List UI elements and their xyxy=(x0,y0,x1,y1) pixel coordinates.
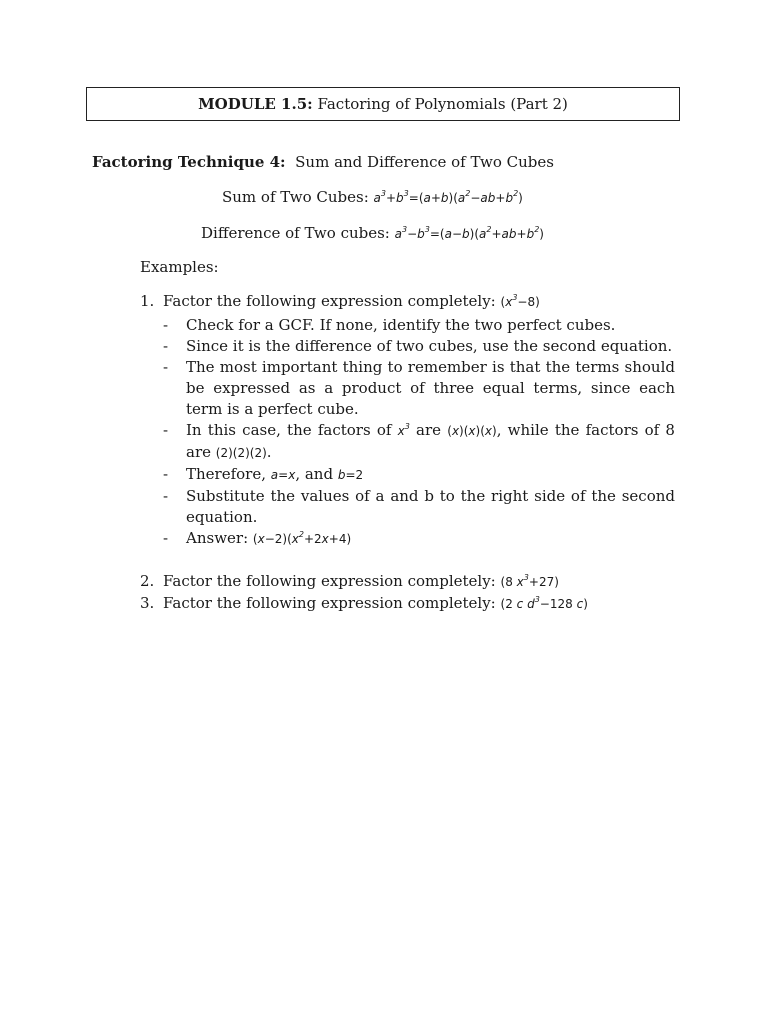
example-text: Factor the following expression completely: xyxy=(163,572,496,590)
sum-formula xyxy=(222,188,523,206)
example-2-expression: (8 $x^3+27$) xyxy=(500,573,559,589)
example-item-2 xyxy=(140,572,559,590)
step-item: - Since it is the difference of two cubes, use the second equation. xyxy=(163,337,673,355)
step-item: - Answer: $(x-2)(x^2+2x+4)$ xyxy=(163,529,352,547)
example-text: Factor the following expression completely: xyxy=(163,594,496,612)
module-title-box xyxy=(86,87,680,121)
example-item-1 xyxy=(140,292,540,310)
example-text: Factor the following expression completely: xyxy=(163,292,496,310)
example-number: 2. xyxy=(140,572,155,590)
technique-label: Factoring Technique 4: xyxy=(92,153,286,171)
example-number: 3. xyxy=(140,594,155,612)
section-heading xyxy=(92,153,554,171)
step-item: - Therefore, a=x, and b=2 xyxy=(163,465,364,483)
module-label: MODULE 1.5: xyxy=(198,95,313,113)
difference-formula xyxy=(201,224,544,242)
step-item: - The most important thing to remember is that the terms should be expressed as a product of three equal terms, since each term is a perfect cube. xyxy=(163,358,675,418)
module-title: Factoring of Polynomials (Part 2) xyxy=(317,95,568,113)
sum-formula-label: Sum of Two Cubes: xyxy=(222,188,369,206)
example-1-expression: $(x^3-8)$ xyxy=(500,293,540,309)
example-1-steps xyxy=(163,315,675,550)
step-item: - Check for a GCF. If none, identify the two perfect cubes. xyxy=(163,316,616,334)
step-item: - In this case, the factors of $x^3$ are (x)(x)(x), while the factors of 8 are (2)(2)(2). xyxy=(163,421,675,461)
example-number: 1. xyxy=(140,292,155,310)
sum-formula-math: $a^3+b^3=(a+b)(a^2-ab+b^2)$ xyxy=(373,189,523,205)
difference-formula-label: Difference of Two cubes: xyxy=(201,224,390,242)
example-item-3 xyxy=(140,594,588,612)
examples-label: Examples: xyxy=(140,258,219,276)
step-item: - Substitute the values of a and b to the right side of the second equation. xyxy=(163,487,675,526)
technique-title: Sum and Difference of Two Cubes xyxy=(295,153,554,171)
example-3-expression: (2 c $d^3-128$ c) xyxy=(500,595,588,611)
difference-formula-math: $a^3-b^3=(a-b)(a^2+ab+b^2)$ xyxy=(394,225,544,241)
